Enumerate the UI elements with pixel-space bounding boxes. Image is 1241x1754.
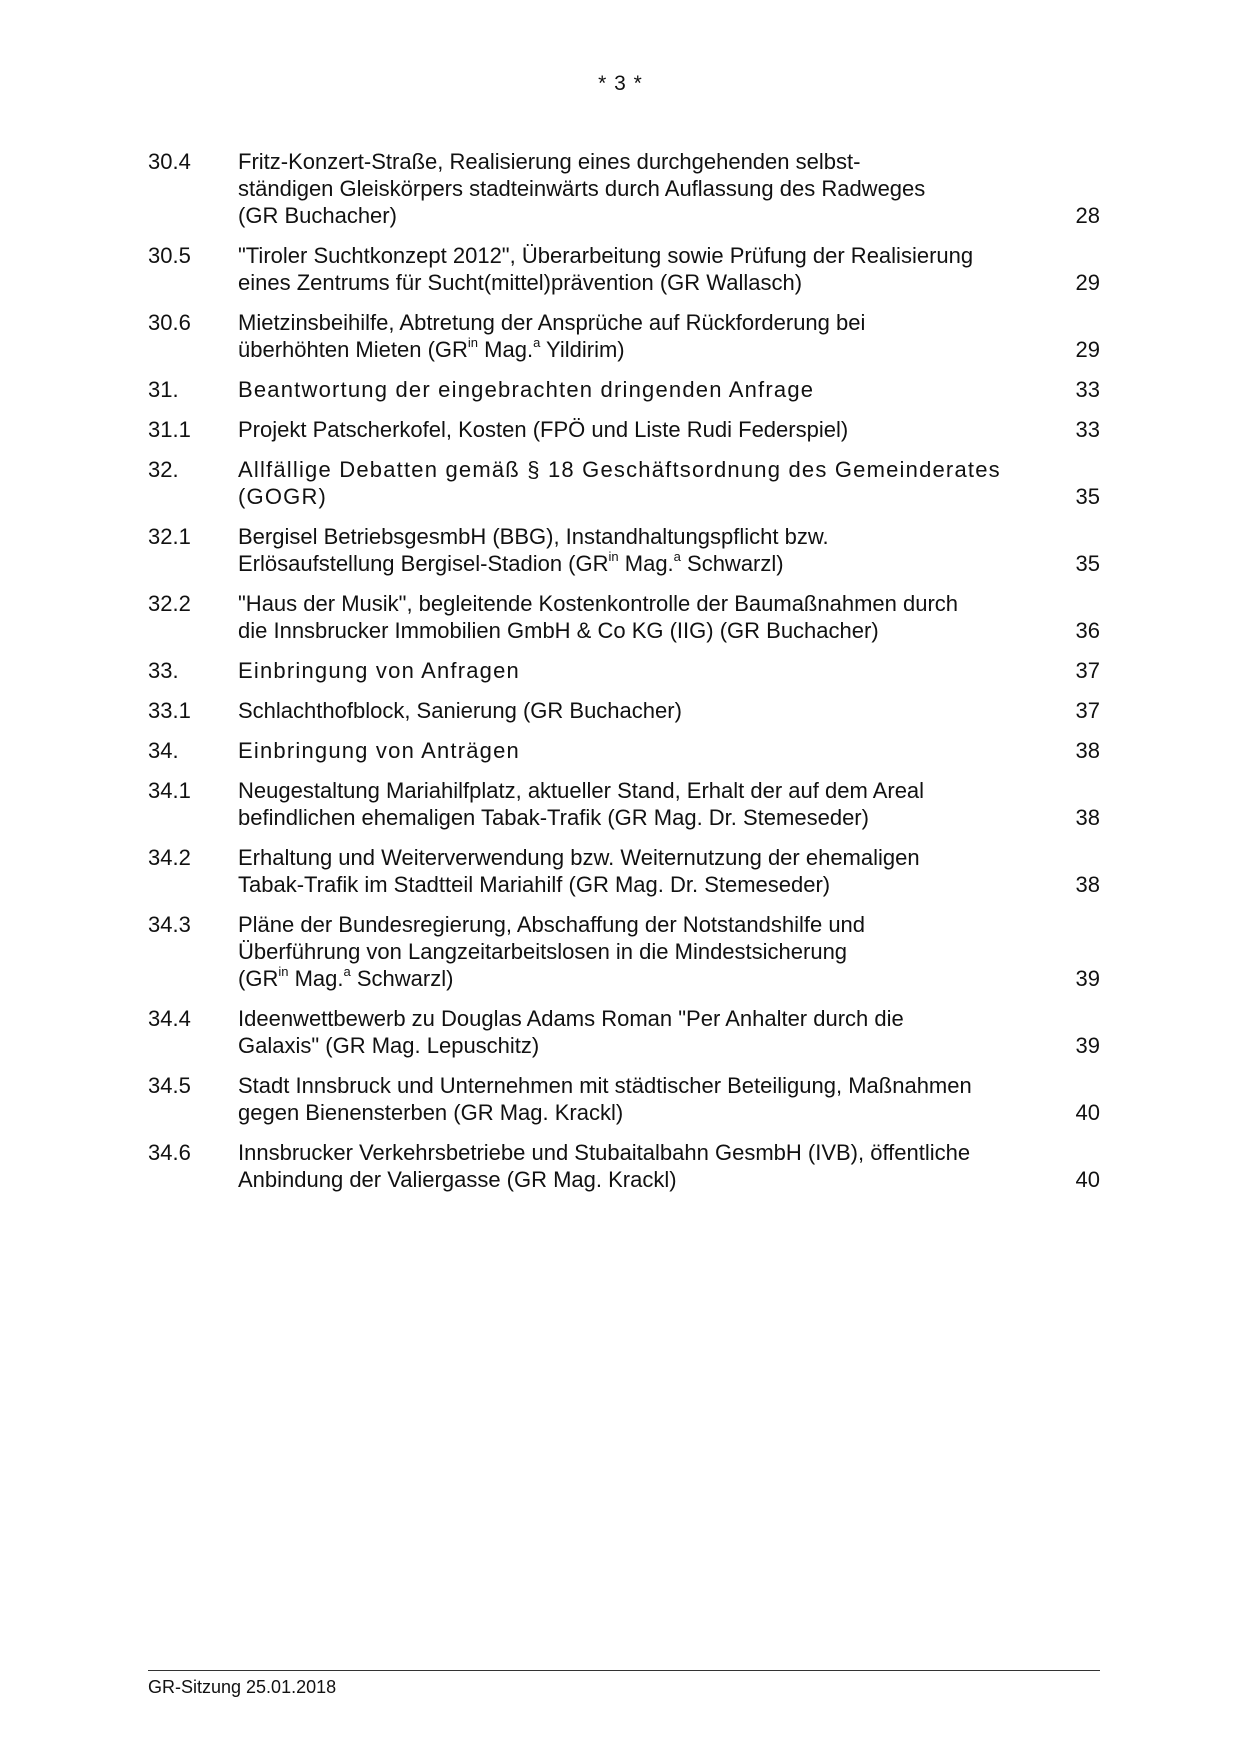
toc-entry-page: 37 (1075, 698, 1100, 723)
toc-entry-title (238, 148, 1050, 229)
toc-entry-title-line: gegen Bienensterben (GR Mag. Krackl) (238, 1100, 624, 1125)
toc-entry (148, 737, 1100, 764)
toc-entry-title (238, 1005, 1050, 1059)
toc-entry-number: 33. (148, 658, 179, 683)
toc-entry-title (238, 777, 1050, 831)
toc-entry-page: 40 (1075, 1100, 1100, 1125)
toc-entry-title-line: "Haus der Musik", begleitende Kostenkontrolle der Baumaßnahmen durch (238, 591, 959, 616)
toc-entry-number: 34.5 (148, 1073, 191, 1098)
footer-divider (148, 1670, 1100, 1671)
toc-entry-number: 31.1 (148, 417, 191, 442)
toc-entry-number: 30.4 (148, 149, 191, 174)
toc-entry-number: 34.1 (148, 778, 191, 803)
toc-entry (148, 1005, 1100, 1059)
toc-entry-title-line: (GOGR) (238, 484, 328, 509)
toc-entry-title-line: Beantwortung der eingebrachten dringenden Anfrage (238, 377, 815, 402)
toc-entry-title (238, 1072, 1050, 1126)
toc-entry (148, 456, 1100, 510)
toc-entry-title-line: (GR Buchacher) (238, 203, 397, 228)
toc-entry-title-line: Ideenwettbewerb zu Douglas Adams Roman "Per Anhalter durch die (238, 1006, 904, 1031)
toc-entry-title-line (238, 550, 1020, 577)
toc-entry (148, 844, 1100, 898)
toc-entry-page: 29 (1075, 270, 1100, 295)
toc-entry-page: 39 (1075, 1033, 1100, 1058)
toc-entry-title (238, 242, 1050, 296)
toc-entry-title-line: Galaxis" (GR Mag. Lepuschitz) (238, 1033, 540, 1058)
toc-entry-title (238, 737, 1050, 764)
toc-entry-title-line: Projekt Patscherkofel, Kosten (FPÖ und Liste Rudi Federspiel) (238, 417, 849, 442)
toc-entry (148, 911, 1100, 992)
toc-entry-title-line: eines Zentrums für Sucht(mittel)prävention (GR Wallasch) (238, 270, 803, 295)
toc-entry-title-line: Schlachthofblock, Sanierung (GR Buchacher) (238, 698, 682, 723)
title-text: Mag. (618, 551, 674, 576)
toc-entry-page: 39 (1075, 966, 1100, 991)
toc-entry-number: 34.6 (148, 1140, 191, 1165)
toc-entry-title (238, 1139, 1050, 1193)
toc-entry-number: 32.1 (148, 524, 191, 549)
toc-entry-title (238, 309, 1050, 363)
toc-entry-title (238, 911, 1050, 992)
toc-entry-title-line: Erhaltung und Weiterverwendung bzw. Weiternutzung der ehemaligen (238, 845, 920, 870)
toc-entry (148, 416, 1100, 443)
toc-entry-number: 34. (148, 738, 179, 763)
superscript: a (673, 548, 681, 564)
title-text: (GR (238, 966, 279, 991)
toc-entry-title (238, 657, 1050, 684)
toc-entry-page: 38 (1075, 872, 1100, 897)
toc-entry-title-line: Fritz-Konzert-Straße, Realisierung eines durchgehenden selbst- (238, 149, 861, 174)
toc-entry (148, 657, 1100, 684)
toc-entry-title-line: Überführung von Langzeitarbeitslosen in die Mindestsicherung (238, 939, 848, 964)
toc-entry-title (238, 376, 1050, 403)
toc-entry-title (238, 844, 1050, 898)
title-text: Schwarzl) (680, 551, 784, 576)
toc-entry-page: 35 (1075, 551, 1100, 576)
toc-entry-page: 28 (1075, 203, 1100, 228)
toc-entry-title-line: Mietzinsbeihilfe, Abtretung der Ansprüche auf Rückforderung bei (238, 310, 866, 335)
toc-entry-number: 34.2 (148, 845, 191, 870)
toc-entry-title (238, 523, 1050, 577)
toc-entry-page: 35 (1075, 484, 1100, 509)
toc-entry-title-line (238, 965, 1020, 992)
toc-entry-title-line: Tabak-Trafik im Stadtteil Mariahilf (GR Mag. Dr. Stemeseder) (238, 872, 831, 897)
toc-entry-number: 32. (148, 457, 179, 482)
toc-entry-number: 32.2 (148, 591, 191, 616)
toc-entry-page: 40 (1075, 1167, 1100, 1192)
title-text: Erlösaufstellung Bergisel-Stadion (GR (238, 551, 609, 576)
toc-entry-page: 38 (1075, 805, 1100, 830)
toc-entry-number: 30.5 (148, 243, 191, 268)
toc-entry-number: 34.4 (148, 1006, 191, 1031)
toc-entry-title (238, 590, 1050, 644)
toc-entry-title-line: Anbindung der Valiergasse (GR Mag. Krackl) (238, 1167, 677, 1192)
toc-entry (148, 1139, 1100, 1193)
toc-entry-title-line: Allfällige Debatten gemäß § 18 Geschäftsordnung des Gemeinderates (238, 457, 1001, 482)
toc-entry-title-line: Pläne der Bundesregierung, Abschaffung der Notstandshilfe und (238, 912, 866, 937)
table-of-contents (148, 148, 1100, 1206)
toc-entry-title-line: Innsbrucker Verkehrsbetriebe und Stubaitalbahn GesmbH (IVB), öffentliche (238, 1140, 971, 1165)
superscript: a (343, 963, 351, 979)
toc-entry (148, 777, 1100, 831)
toc-entry-title-line: die Innsbrucker Immobilien GmbH & Co KG (IIG) (GR Buchacher) (238, 618, 879, 643)
title-text: überhöhten Mieten (GR (238, 337, 468, 362)
toc-entry (148, 697, 1100, 724)
toc-entry-title-line: Neugestaltung Mariahilfplatz, aktueller Stand, Erhalt der auf dem Areal (238, 778, 925, 803)
toc-entry-page: 33 (1075, 377, 1100, 402)
toc-entry-title-line: Einbringung von Anfragen (238, 658, 520, 683)
toc-entry-title-line: ständigen Gleiskörpers stadteinwärts durch Auflassung des Radweges (238, 176, 926, 201)
toc-entry-page: 29 (1075, 337, 1100, 362)
superscript: in (278, 963, 289, 979)
toc-entry (148, 309, 1100, 363)
toc-entry-title (238, 416, 1050, 443)
toc-entry-title-line: "Tiroler Suchtkonzept 2012", Überarbeitung sowie Prüfung der Realisierung (238, 243, 974, 268)
toc-entry-title-line: Einbringung von Anträgen (238, 738, 520, 763)
toc-entry-page: 33 (1075, 417, 1100, 442)
toc-entry-title-line (238, 336, 1020, 363)
toc-entry (148, 148, 1100, 229)
toc-entry (148, 590, 1100, 644)
toc-entry-number: 34.3 (148, 912, 191, 937)
toc-entry-page: 38 (1075, 738, 1100, 763)
toc-entry (148, 242, 1100, 296)
toc-entry-title-line: Bergisel BetriebsgesmbH (BBG), Instandhaltungspflicht bzw. (238, 524, 829, 549)
page-number: * 3 * (598, 72, 643, 95)
toc-entry-title-line: befindlichen ehemaligen Tabak-Trafik (GR Mag. Dr. Stemeseder) (238, 805, 869, 830)
title-text: Yildirim) (540, 337, 625, 362)
title-text: Mag. (288, 966, 344, 991)
toc-entry-number: 30.6 (148, 310, 191, 335)
superscript: in (467, 334, 479, 350)
title-text: Schwarzl) (350, 966, 454, 991)
toc-entry-title (238, 697, 1050, 724)
toc-entry-number: 31. (148, 377, 179, 402)
toc-entry-title (238, 456, 1050, 510)
title-text: Mag. (478, 337, 534, 362)
toc-entry (148, 1072, 1100, 1126)
superscript: a (533, 334, 541, 350)
toc-entry-number: 33.1 (148, 698, 191, 723)
toc-entry (148, 523, 1100, 577)
footer-text: GR-Sitzung 25.01.2018 (148, 1677, 337, 1697)
toc-entry-page: 37 (1075, 658, 1100, 683)
superscript: in (608, 548, 619, 564)
toc-entry-title-line: Stadt Innsbruck und Unternehmen mit städtischer Beteiligung, Maßnahmen (238, 1073, 972, 1098)
toc-entry (148, 376, 1100, 403)
toc-entry-page: 36 (1075, 618, 1100, 643)
